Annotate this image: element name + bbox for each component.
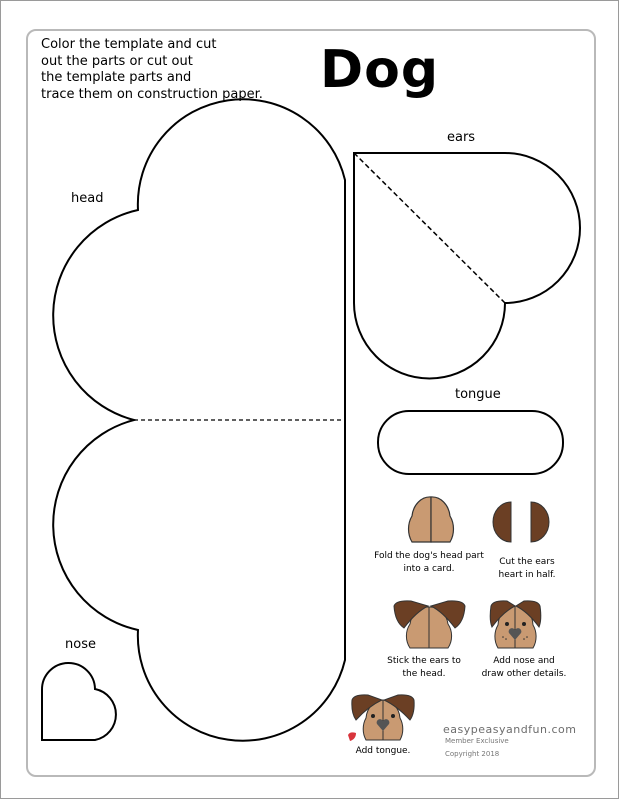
instruction-line: out the parts or cut out: [41, 53, 193, 69]
instruction-line: trace them on construction paper.: [41, 86, 263, 102]
caption-line: draw other details.: [481, 669, 567, 679]
caption-line: Stick the ears to: [387, 656, 461, 666]
caption-line: heart in half.: [498, 570, 556, 580]
step-caption: [467, 556, 587, 582]
step-add-tongue-icon: [348, 695, 414, 741]
step-caption: [464, 655, 584, 681]
brand-site: easypeasyandfun.com: [443, 723, 577, 736]
instruction-line: the template parts and: [41, 70, 192, 85]
head-label: head: [71, 191, 104, 206]
caption-line: Add nose and: [493, 656, 555, 666]
brand-tag: Member Exclusive: [445, 737, 509, 745]
tongue-label: tongue: [455, 387, 501, 402]
ears-template: [354, 153, 580, 379]
step-fold-head-icon: [409, 497, 454, 542]
page-title: Dog: [320, 40, 440, 100]
instruction-line: Color the template and cut: [41, 37, 217, 52]
caption-line: into a card.: [403, 564, 455, 574]
step-caption: [323, 745, 443, 758]
nose-label: nose: [65, 637, 96, 652]
caption-line: Add tongue.: [355, 746, 411, 756]
copyright: Copyright 2018: [445, 750, 500, 758]
nose-template: [42, 663, 116, 740]
tongue-template: [378, 411, 563, 474]
caption-line: Fold the dog's head part: [374, 551, 484, 561]
step-stick-ears-icon: [394, 601, 465, 648]
step-cut-ears-icon: [493, 502, 549, 542]
ears-label: ears: [447, 130, 476, 145]
step-add-nose-icon: [490, 601, 541, 648]
caption-line: Cut the ears: [499, 557, 555, 567]
caption-line: the head.: [402, 669, 446, 679]
